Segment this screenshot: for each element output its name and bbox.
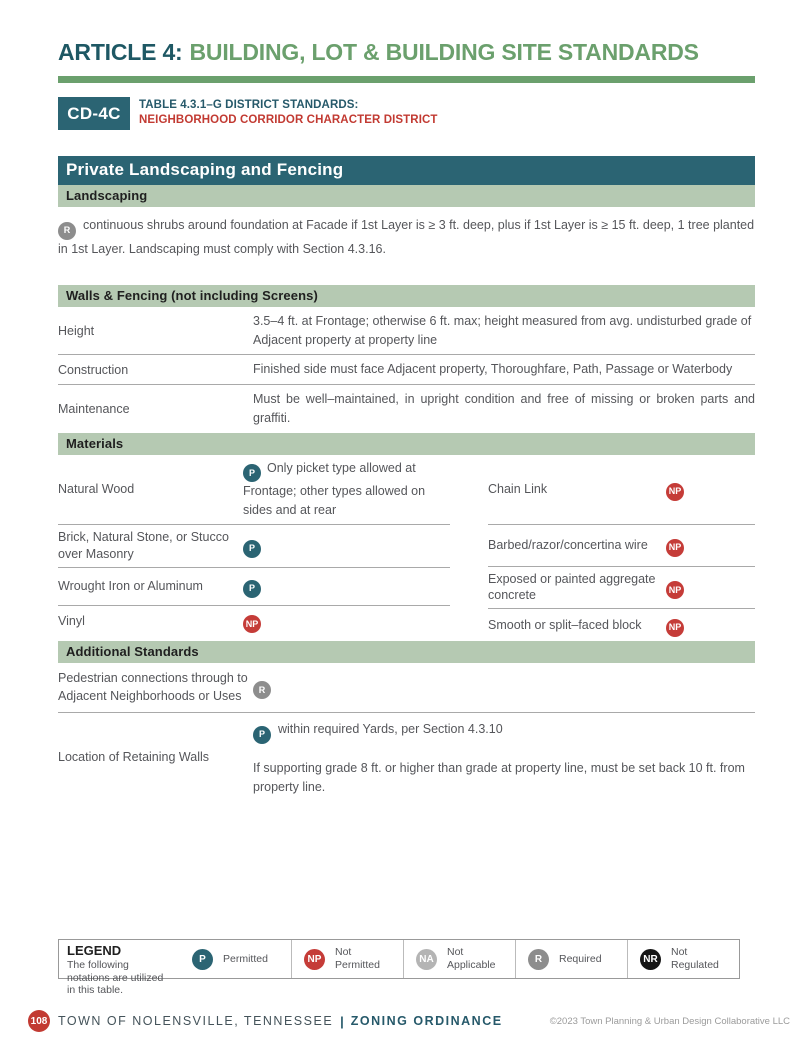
legend-item-not-permitted xyxy=(291,940,403,978)
row-label: Construction xyxy=(58,362,129,377)
row-note xyxy=(243,534,450,558)
district-code-badge: CD-4C xyxy=(58,97,130,130)
permitted-icon: P xyxy=(243,580,261,598)
row-note-secondary: If supporting grade 8 ft. or higher than grade at property line, must be set back 10 ft. from property line. xyxy=(253,760,745,794)
section-walls-fencing: Walls & Fencing (not including Screens) xyxy=(58,285,755,307)
page-footer xyxy=(28,1010,790,1032)
row-note xyxy=(243,610,450,634)
legend-item-not-applicable xyxy=(403,940,515,978)
legend-item-label: Required xyxy=(559,952,602,965)
table-row-natural-wood xyxy=(58,455,450,525)
district-name: NEIGHBORHOOD CORRIDOR CHARACTER DISTRICT xyxy=(139,114,438,127)
row-label: Exposed or painted aggregate concrete xyxy=(488,571,656,603)
required-icon: R xyxy=(253,681,271,699)
table-row-maintenance xyxy=(58,385,755,433)
article-number: ARTICLE 4: xyxy=(58,39,183,65)
table-row-construction xyxy=(58,355,755,385)
legend-item-permitted xyxy=(180,940,291,978)
materials-right-column xyxy=(488,455,755,642)
permitted-icon: P xyxy=(192,949,213,970)
page-number-badge: 108 xyxy=(28,1010,50,1032)
district-header xyxy=(58,97,755,130)
row-note xyxy=(666,576,755,600)
page-title xyxy=(58,40,755,65)
row-note xyxy=(666,533,755,557)
not-permitted-icon: NP xyxy=(243,615,261,633)
permitted-icon: P xyxy=(253,726,271,744)
row-label: Natural Wood xyxy=(58,481,135,496)
table-row-split-faced-block xyxy=(488,609,755,641)
legend-item-required xyxy=(515,940,627,978)
not-regulated-icon: NR xyxy=(640,949,661,970)
required-icon: R xyxy=(58,222,76,240)
row-label: Barbed/razor/concertina wire xyxy=(488,537,648,552)
materials-left-column xyxy=(58,455,450,642)
row-label: Chain Link xyxy=(488,481,548,496)
footer-separator: | xyxy=(340,1013,344,1029)
table-row-vinyl xyxy=(58,606,450,638)
row-label: Height xyxy=(58,323,95,338)
row-value: 3.5–4 ft. at Frontage; otherwise 6 ft. max; height measured from avg. undisturbed grade of Adjacent property at property line xyxy=(253,313,752,347)
row-label: Location of Retaining Walls xyxy=(58,750,210,765)
permitted-icon: P xyxy=(243,540,261,558)
legend-box xyxy=(58,939,740,997)
section-additional-standards: Additional Standards xyxy=(58,641,755,663)
legend-description xyxy=(59,940,180,997)
row-label: Wrought Iron or Aluminum xyxy=(58,578,203,593)
row-note xyxy=(666,477,755,501)
table-row-retaining-walls xyxy=(58,713,755,803)
table-row-wrought-iron-aluminum xyxy=(58,568,450,606)
table-row-brick-stone-stucco xyxy=(58,525,450,568)
row-label: Brick, Natural Stone, or Stucco over Masonry xyxy=(58,529,229,561)
table-row-barbed-wire xyxy=(488,525,755,567)
legend-item-label: Permitted xyxy=(223,952,268,965)
legend-item-label: Not Permitted xyxy=(335,946,380,971)
section-landscaping: Landscaping xyxy=(58,185,755,207)
permitted-icon: P xyxy=(243,464,261,482)
row-label: Maintenance xyxy=(58,401,130,416)
table-reference: TABLE 4.3.1–G DISTRICT STANDARDS: xyxy=(139,99,359,112)
not-permitted-icon: NP xyxy=(666,581,684,599)
row-label: Pedestrian connections through to Adjacent Neighborhoods or Uses xyxy=(58,671,248,703)
note-text: Only picket type allowed at Frontage; other types allowed on sides and at rear xyxy=(243,460,426,518)
not-applicable-icon: NA xyxy=(416,949,437,970)
table-row-pedestrian-connections xyxy=(58,663,755,713)
row-value: Must be well–maintained, in upright condition and free of missing or broken parts and graffiti. xyxy=(253,392,755,425)
legend-item-label: Not Regulated xyxy=(671,946,719,971)
required-icon: R xyxy=(528,949,549,970)
legend-item-label: Not Applicable xyxy=(447,946,496,971)
row-note xyxy=(666,613,755,637)
row-value xyxy=(253,676,755,700)
landscaping-text: continuous shrubs around foundation at Facade if 1st Layer is ≥ 3 ft. deep, plus if 1st Layer is ≥ 15 ft. deep, 1 tree planted in 1st Layer. Landscaping must comply with Section 4.3.16. xyxy=(58,218,755,257)
not-permitted-icon: NP xyxy=(666,539,684,557)
row-label: Smooth or split–faced block xyxy=(488,617,642,632)
not-permitted-icon: NP xyxy=(304,949,325,970)
not-permitted-icon: NP xyxy=(666,483,684,501)
table-title-bar: Private Landscaping and Fencing xyxy=(58,156,755,185)
footer-town: TOWN OF NOLENSVILLE, TENNESSEE xyxy=(58,1014,334,1028)
legend-item-not-regulated xyxy=(627,940,739,978)
article-title: BUILDING, LOT & BUILDING SITE STANDARDS xyxy=(189,39,699,65)
row-note xyxy=(243,459,450,520)
note-text: within required Yards, per Section 4.3.10 xyxy=(278,722,503,737)
table-row-height xyxy=(58,307,755,356)
row-value: Finished side must face Adjacent property, Thoroughfare, Path, Passage or Waterbody xyxy=(253,362,733,377)
title-rule xyxy=(58,76,755,83)
footer-copyright: ©2023 Town Planning & Urban Design Collaborative LLC xyxy=(549,1015,790,1027)
landscaping-requirement xyxy=(58,216,755,259)
section-materials: Materials xyxy=(58,433,755,455)
footer-ordinance: ZONING ORDINANCE xyxy=(350,1014,503,1028)
row-note xyxy=(253,720,755,744)
materials-grid xyxy=(58,455,755,642)
district-label xyxy=(139,97,438,128)
legend-title: LEGEND xyxy=(67,943,122,958)
row-note xyxy=(243,574,450,598)
row-label: Vinyl xyxy=(58,613,85,628)
table-row-aggregate-concrete xyxy=(488,567,755,610)
table-row-chain-link xyxy=(488,455,755,525)
not-permitted-icon: NP xyxy=(666,619,684,637)
legend-subtitle: The following notations are utilized in this table. xyxy=(67,958,164,997)
row-value xyxy=(253,720,755,796)
